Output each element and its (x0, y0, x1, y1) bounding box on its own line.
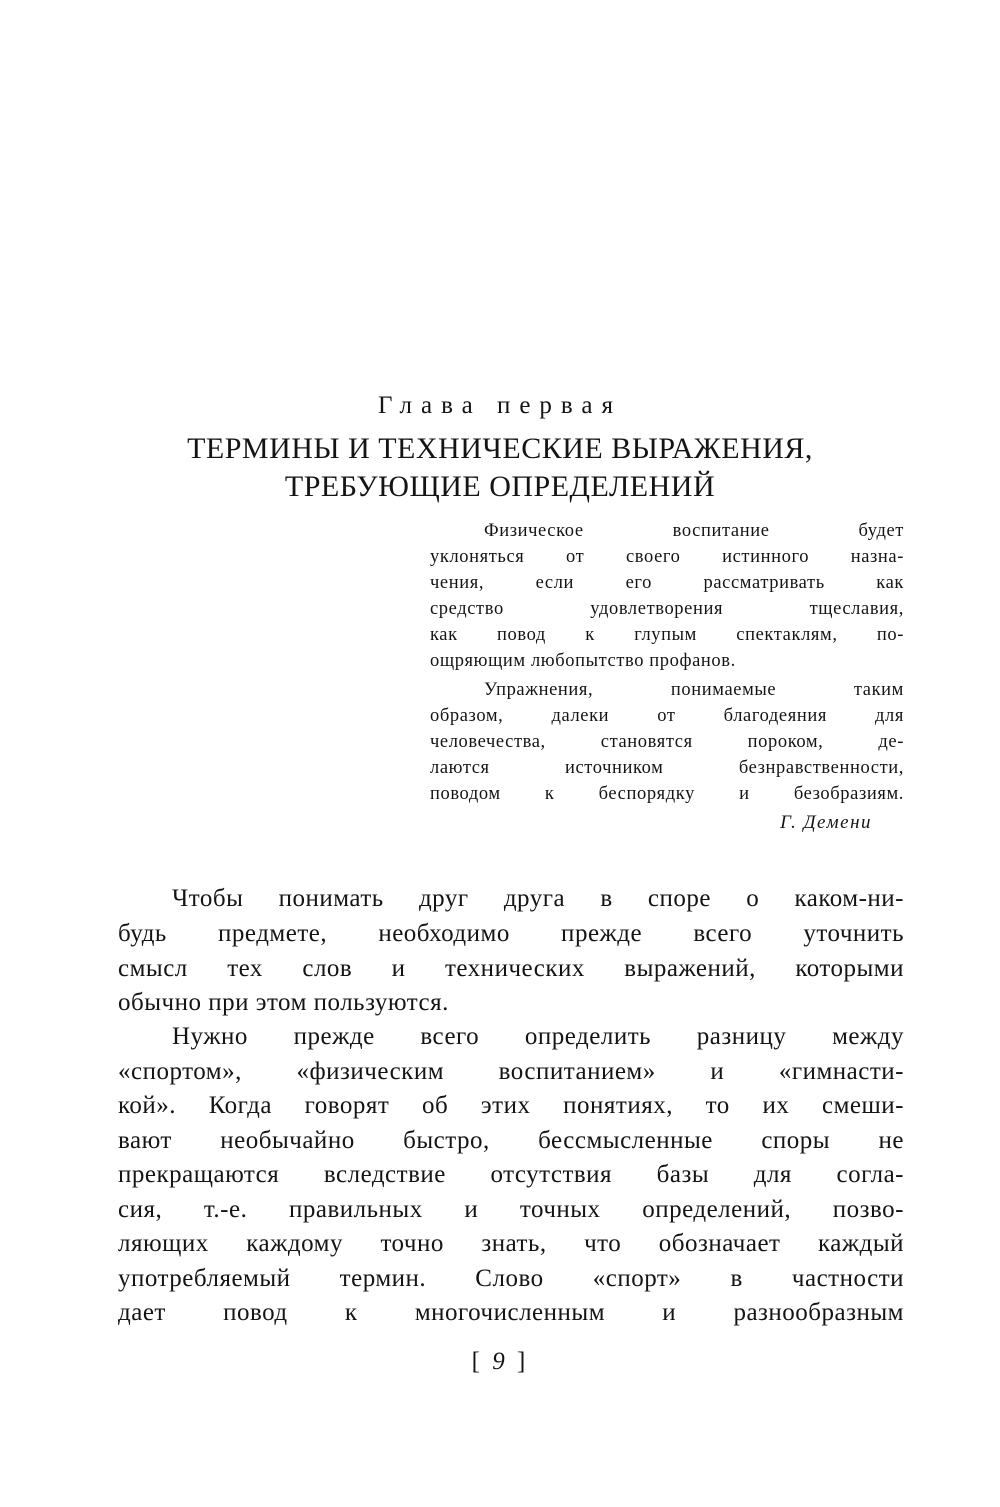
body-line: вают необычайно быстро, бессмысленные споры не (118, 1127, 904, 1154)
chapter-label: Глава первая (377, 392, 622, 419)
page-number (0, 1348, 1000, 1376)
body-line: ляющих каждому точно знать, что обозначает каждый (118, 1230, 904, 1257)
body-line: кой». Когда говорят об этих понятиях, то их смеши- (118, 1092, 904, 1119)
epigraph-line: лаются источником безнравственности, (430, 758, 904, 778)
epigraph-line: образом, далеки от благодеяния для (430, 706, 904, 726)
body-line: Чтобы понимать друг друга в споре о каком-ни- (172, 885, 904, 912)
body-line: будь предмете, необходимо прежде всего уточнить (118, 920, 904, 947)
folio-left-bracket: [ (471, 1348, 483, 1375)
epigraph-line: поводом к беспорядку и безобразиям. (430, 784, 904, 804)
body-line: дает повод к многочисленным и разнообразным (118, 1299, 904, 1326)
body-line: обычно при этом пользуются. (118, 989, 449, 1016)
body-line: сия, т.-е. правильных и точных определений, позво- (118, 1196, 904, 1223)
body-line: прекращаются вследствие отсутствия базы для согла- (118, 1161, 904, 1188)
epigraph-line: средство удовлетворения тщеславия, (430, 599, 904, 619)
epigraph-line: Физическое воспитание будет (484, 521, 904, 541)
body-line: Нужно прежде всего определить разницу между (172, 1023, 904, 1050)
chapter-title-line-2: ТРЕБУЮЩИЕ ОПРЕДЕЛЕНИЙ (284, 470, 716, 503)
epigraph-line: уклоняться от своего истинного назна- (430, 547, 904, 567)
folio-right-bracket: ] (517, 1348, 529, 1375)
epigraph-line: чения, если его рассматривать как (430, 573, 904, 593)
folio-number: 9 (492, 1348, 508, 1375)
body-line: употребляемый термин. Слово «спорт» в частности (118, 1265, 904, 1292)
epigraph-author: Г. Демени (780, 812, 872, 833)
body-line: смысл тех слов и технических выражений, которыми (118, 955, 904, 982)
epigraph-line: человечества, становятся пороком, де- (430, 732, 904, 752)
chapter-title-line-1: ТЕРМИНЫ И ТЕХНИЧЕСКИЕ ВЫРАЖЕНИЯ, (187, 432, 813, 465)
epigraph-line: ощряющим любопытство профанов. (430, 651, 736, 671)
epigraph-line: как повод к глупым спектаклям, по- (430, 625, 904, 645)
epigraph-line: Упражнения, понимаемые таким (484, 680, 904, 700)
body-line: «спортом», «физическим воспитанием» и «гимнасти- (118, 1058, 904, 1085)
